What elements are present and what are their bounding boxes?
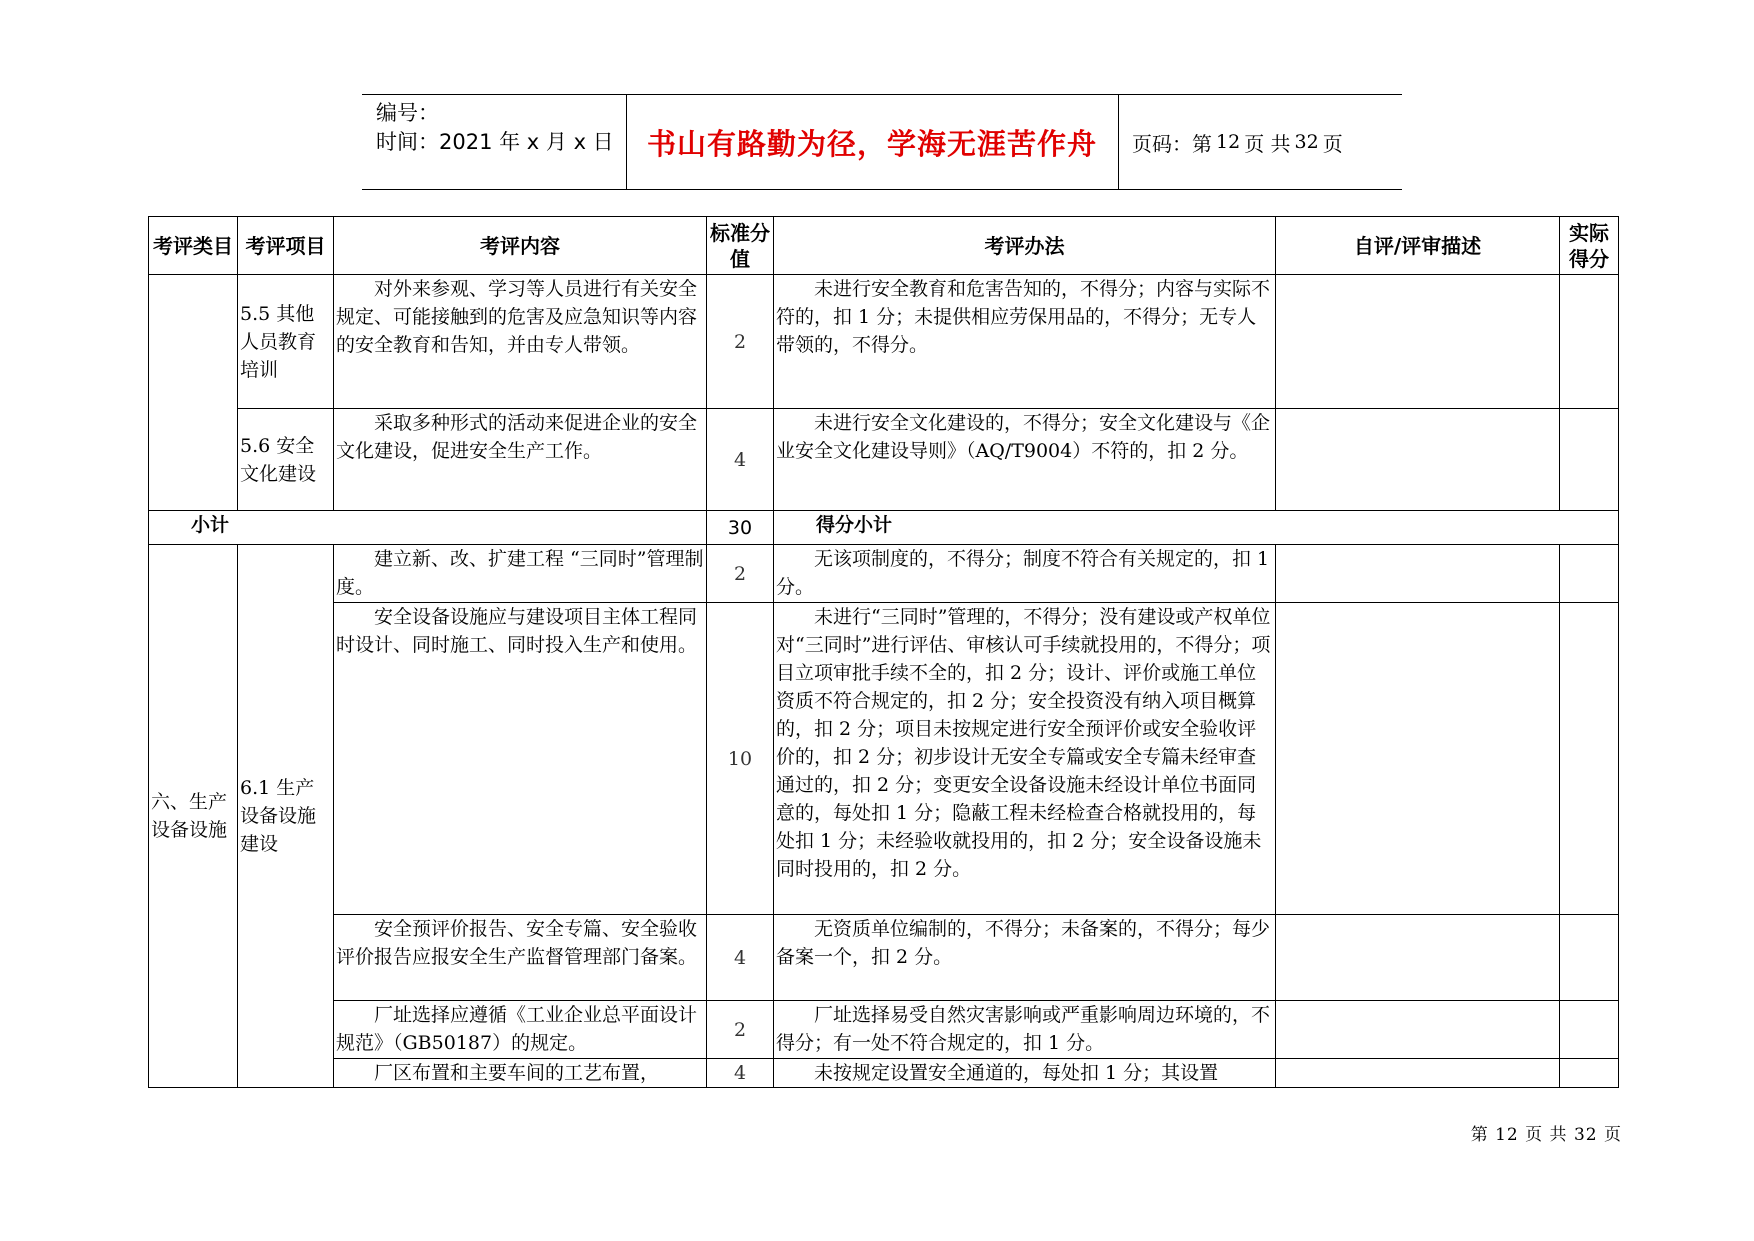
document-number-label: 编号：	[376, 101, 439, 125]
col-header-actual-score: 实际得分	[1560, 217, 1619, 275]
score-cell: 2	[707, 275, 774, 409]
header-page-number	[1132, 95, 1343, 189]
page-header	[362, 94, 1402, 190]
col-header-method: 考评办法	[774, 217, 1276, 275]
table-row	[149, 1059, 1619, 1088]
actual-score-cell[interactable]	[1560, 1001, 1619, 1059]
item-cell: 5.6 安全文化建设	[238, 409, 334, 511]
item-cell: 5.5 其他人员教育培训	[238, 275, 334, 409]
page-mid: 页 共	[1244, 131, 1291, 156]
self-evaluation-cell[interactable]	[1276, 409, 1560, 511]
table-row	[149, 915, 1619, 1001]
table-row	[149, 275, 1619, 409]
method-cell: 未进行安全教育和危害告知的，不得分；内容与实际不符的，扣 1 分；未提供相应劳保用品的，不得分；无专人带领的，不得分。	[774, 275, 1276, 409]
document-date: 时间：2021 年 x 月 x 日	[376, 130, 614, 154]
self-evaluation-cell[interactable]	[1276, 915, 1560, 1001]
category-cell: 六、生产设备设施	[149, 545, 238, 1088]
method-cell: 厂址选择易受自然灾害影响或严重影响周边环境的，不得分；有一处不符合规定的，扣 1 分。	[774, 1001, 1276, 1059]
page-suffix: 页	[1322, 131, 1343, 156]
actual-score-cell[interactable]	[1560, 409, 1619, 511]
actual-score-cell[interactable]	[1560, 275, 1619, 409]
content-cell: 对外来参观、学习等人员进行有关安全规定、可能接触到的危害及应急知识等内容的安全教育和告知，并由专人带领。	[334, 275, 707, 409]
method-cell: 未进行“三同时”管理的，不得分；没有建设或产权单位对“三同时”进行评估、审核认可手续就投用的，不得分；项目立项审批手续不全的，扣 2 分；设计、评价或施工单位资质不符合规定的，扣 2 分；安全投资没有纳入项目概算的，扣 2 分；项目未按规定进行安全预评价或安全验收评价的，扣 2 分；初步设计无安全专篇或安全专篇未经审查通过的，扣 2 分；变更安全设备设施未经设计单位书面同意的，每处扣 1 分；隐蔽工程未经检查合格就投用的，每处扣 1 分；未经验收就投用的，扣 2 分；安全设备设施未同时投用的，扣 2 分。	[774, 603, 1276, 915]
content-cell: 安全设备设施应与建设项目主体工程同时设计、同时施工、同时投入生产和使用。	[334, 603, 707, 915]
header-info	[376, 99, 616, 157]
table-row	[149, 1001, 1619, 1059]
method-cell: 未按规定设置安全通道的，每处扣 1 分；其设置	[774, 1059, 1276, 1088]
table-row	[149, 603, 1619, 915]
score-cell: 2	[707, 1001, 774, 1059]
col-header-content: 考评内容	[334, 217, 707, 275]
method-cell: 无该项制度的，不得分；制度不符合有关规定的，扣 1 分。	[774, 545, 1276, 603]
table-row	[149, 545, 1619, 603]
method-cell: 无资质单位编制的，不得分；未备案的，不得分；每少备案一个，扣 2 分。	[774, 915, 1276, 1001]
table-row	[149, 409, 1619, 511]
category-cell	[149, 275, 238, 511]
score-cell: 4	[707, 915, 774, 1001]
actual-score-cell[interactable]	[1560, 545, 1619, 603]
self-evaluation-cell[interactable]	[1276, 1001, 1560, 1059]
col-header-item: 考评项目	[238, 217, 334, 275]
actual-score-cell[interactable]	[1560, 915, 1619, 1001]
self-evaluation-cell[interactable]	[1276, 603, 1560, 915]
actual-score-cell[interactable]	[1560, 603, 1619, 915]
score-cell: 4	[707, 1059, 774, 1088]
score-subtotal-label: 得分小计	[774, 511, 1619, 545]
col-header-category: 考评类目	[149, 217, 238, 275]
page-current: 12	[1216, 131, 1241, 153]
content-cell: 安全预评价报告、安全专篇、安全验收评价报告应报安全生产监督管理部门备案。	[334, 915, 707, 1001]
subtotal-row	[149, 511, 1619, 545]
evaluation-table	[148, 216, 1619, 1088]
self-evaluation-cell[interactable]	[1276, 545, 1560, 603]
table-header-row	[149, 217, 1619, 275]
header-divider	[1118, 95, 1119, 189]
col-header-self-evaluation: 自评/评审描述	[1276, 217, 1560, 275]
self-evaluation-cell[interactable]	[1276, 275, 1560, 409]
content-cell: 建立新、改、扩建工程 “三同时”管理制度。	[334, 545, 707, 603]
page-total: 32	[1294, 131, 1319, 153]
col-header-standard-score: 标准分值	[707, 217, 774, 275]
subtotal-label: 小计	[149, 511, 707, 545]
score-cell: 10	[707, 603, 774, 915]
content-cell: 厂址选择应遵循《工业企业总平面设计规范》（GB50187）的规定。	[334, 1001, 707, 1059]
actual-score-cell[interactable]	[1560, 1059, 1619, 1088]
score-cell: 4	[707, 409, 774, 511]
self-evaluation-cell[interactable]	[1276, 1059, 1560, 1088]
method-cell: 未进行安全文化建设的，不得分；安全文化建设与《企业安全文化建设导则》（AQ/T9004）不符的，扣 2 分。	[774, 409, 1276, 511]
subtotal-value: 30	[707, 511, 774, 545]
header-motto: 书山有路勤为径，学海无涯苦作舟	[646, 126, 1097, 161]
item-cell: 6.1 生产设备设施建设	[238, 545, 334, 1088]
content-cell: 采取多种形式的活动来促进企业的安全文化建设，促进安全生产工作。	[334, 409, 707, 511]
page-prefix: 页码：第	[1132, 131, 1212, 156]
score-cell: 2	[707, 545, 774, 603]
page-footer: 第 12 页 共 32 页	[1470, 1125, 1622, 1145]
content-cell: 厂区布置和主要车间的工艺布置，	[334, 1059, 707, 1088]
